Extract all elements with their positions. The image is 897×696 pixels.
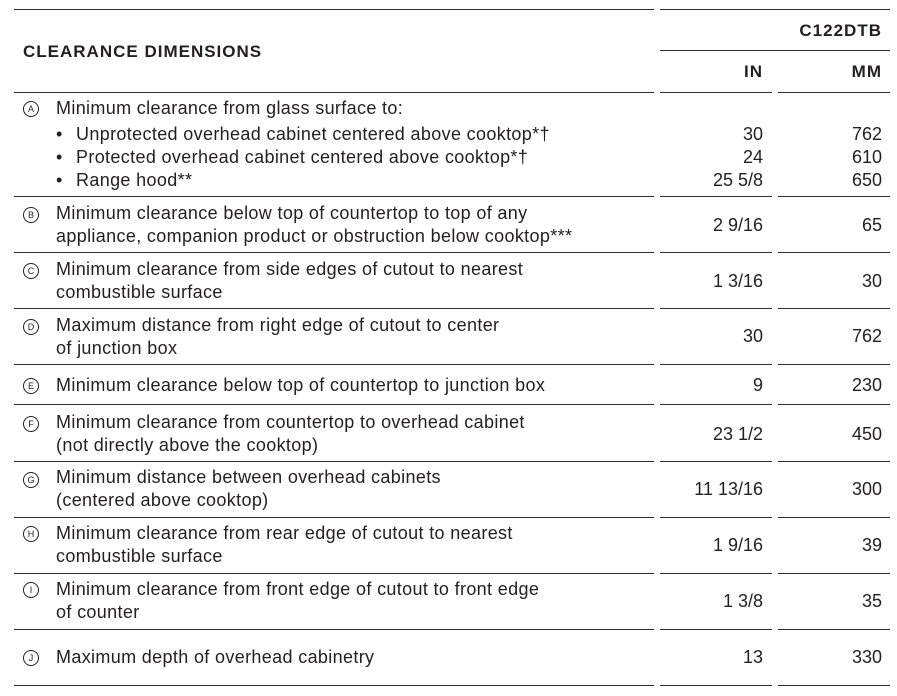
value-in: 11 13/16	[694, 479, 763, 499]
marker-b: B	[23, 207, 39, 223]
value-mm: 300	[851, 479, 882, 499]
bullet-item	[56, 169, 192, 192]
row-description-line-2: of counter	[56, 602, 140, 622]
row-description-line-1: Minimum clearance from countertop to overhead cabinet	[56, 412, 525, 432]
marker-e: E	[23, 378, 39, 394]
marker-a: A	[23, 101, 39, 117]
table-row-c	[0, 256, 897, 308]
row-separator	[14, 685, 654, 686]
marker-d: D	[23, 319, 39, 335]
column-header-in: IN	[744, 62, 763, 81]
row-separator	[778, 517, 890, 518]
row-description: Minimum clearance below top of countertop to junction box	[56, 375, 546, 395]
row-description: Maximum depth of overhead cabinetry	[56, 647, 375, 667]
value-in: 24	[742, 147, 763, 167]
bullet-text: Range hood**	[76, 170, 193, 190]
marker-j: J	[23, 650, 39, 666]
value-in: 25 5/8	[712, 170, 763, 190]
value-mm: 30	[861, 271, 882, 291]
row-description-line-2: combustible surface	[56, 546, 223, 566]
bullet-text: Unprotected overhead cabinet centered above cooktop*†	[76, 124, 550, 144]
row-separator	[660, 461, 772, 462]
marker-i: I	[23, 582, 39, 598]
table-row-g	[0, 465, 897, 517]
top-rule-left	[14, 9, 654, 10]
model-underline	[660, 50, 890, 51]
row-separator	[778, 685, 890, 686]
value-mm: 610	[851, 147, 882, 167]
row-separator	[14, 196, 654, 197]
table-row-b	[0, 200, 897, 252]
value-in: 1 9/16	[712, 535, 763, 555]
value-in: 2 9/16	[712, 215, 763, 235]
row-separator	[660, 252, 772, 253]
row-description-line-2: appliance, companion product or obstruction below cooktop***	[56, 226, 573, 246]
bullet-dot: •	[56, 147, 63, 167]
bullet-item	[56, 146, 528, 169]
value-mm: 230	[851, 375, 882, 395]
row-separator	[778, 308, 890, 309]
value-in: 23 1/2	[712, 424, 763, 444]
row-separator	[14, 92, 654, 93]
value-mm: 330	[851, 647, 882, 667]
value-mm: 762	[851, 124, 882, 144]
table-row-h	[0, 521, 897, 573]
marker-f: F	[23, 416, 39, 432]
table-row-a	[0, 96, 897, 196]
row-separator	[14, 629, 654, 630]
bullet-dot: •	[56, 124, 63, 144]
table-row-f	[0, 409, 897, 461]
top-rule-right	[660, 9, 890, 10]
value-mm: 650	[851, 170, 882, 190]
row-description-line-2: of junction box	[56, 338, 178, 358]
row-separator	[660, 629, 772, 630]
row-separator	[778, 252, 890, 253]
row-description-line-1: Minimum clearance below top of countertop to top of any	[56, 203, 528, 223]
value-mm: 39	[861, 535, 882, 555]
row-separator	[660, 364, 772, 365]
row-separator	[660, 196, 772, 197]
value-in: 30	[742, 124, 763, 144]
table-row-i	[0, 577, 897, 629]
row-separator	[660, 404, 772, 405]
table-row-j	[0, 635, 897, 685]
row-separator	[14, 308, 654, 309]
row-description-line-2: combustible surface	[56, 282, 223, 302]
column-header-mm: MM	[851, 62, 882, 81]
value-mm: 65	[861, 215, 882, 235]
row-separator	[778, 364, 890, 365]
table-title: CLEARANCE DIMENSIONS	[23, 42, 263, 61]
row-separator	[778, 461, 890, 462]
value-in: 1 3/16	[712, 271, 763, 291]
row-description-line-1: Maximum distance from right edge of cutout to center	[56, 315, 500, 335]
bullet-dot: •	[56, 170, 63, 190]
row-separator	[660, 308, 772, 309]
value-mm: 762	[851, 326, 882, 346]
marker-c: C	[23, 263, 39, 279]
row-description-line-1: Minimum distance between overhead cabinets	[56, 467, 441, 487]
table-row-e	[0, 368, 897, 404]
value-mm: 35	[861, 591, 882, 611]
row-separator	[14, 252, 654, 253]
row-separator	[14, 461, 654, 462]
bullet-text: Protected overhead cabinet centered above cooktop*†	[76, 147, 529, 167]
value-in: 9	[752, 375, 763, 395]
row-separator	[778, 404, 890, 405]
row-description-line-1: Minimum clearance from rear edge of cutout to nearest	[56, 523, 513, 543]
bullet-item	[56, 123, 550, 146]
row-separator	[660, 685, 772, 686]
value-in: 1 3/8	[722, 591, 763, 611]
row-separator	[14, 364, 654, 365]
row-separator	[14, 573, 654, 574]
row-separator	[660, 92, 772, 93]
row-description-line-1: Minimum clearance from front edge of cutout to front edge	[56, 579, 540, 599]
row-separator	[14, 404, 654, 405]
row-description-line-2: (centered above cooktop)	[56, 490, 269, 510]
model-name: C122DTB	[799, 21, 882, 40]
row-separator	[778, 92, 890, 93]
value-mm: 450	[851, 424, 882, 444]
value-in: 13	[742, 647, 763, 667]
table-row-d	[0, 312, 897, 364]
row-description-line-1: Minimum clearance from side edges of cutout to nearest	[56, 259, 524, 279]
row-description-line-2: (not directly above the cooktop)	[56, 435, 319, 455]
row-description: Minimum clearance from glass surface to:	[56, 98, 404, 118]
marker-h: H	[23, 526, 39, 542]
marker-g: G	[23, 472, 39, 488]
row-separator	[660, 517, 772, 518]
row-separator	[14, 517, 654, 518]
row-separator	[778, 196, 890, 197]
row-separator	[778, 629, 890, 630]
value-in: 30	[742, 326, 763, 346]
row-separator	[778, 573, 890, 574]
row-separator	[660, 573, 772, 574]
